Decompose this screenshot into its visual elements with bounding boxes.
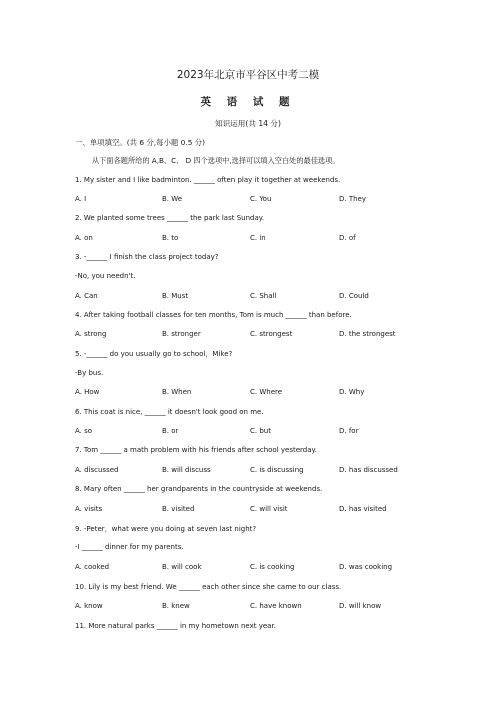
option-a: A. discussed (75, 466, 119, 474)
option-d: D. Why (339, 388, 365, 396)
option-row (75, 505, 415, 515)
option-d: D. for (339, 427, 359, 435)
question-reply: -No, you needn't. (75, 272, 136, 280)
question-stem: 7. Tom ______ a math problem with his friends after school yesterday. (75, 446, 317, 454)
option-b: B. When (162, 388, 192, 396)
option-d: D. They (339, 195, 367, 203)
option-a: A. cooked (75, 563, 110, 571)
question-stem: 6. This coat is nice, ______ it doesn't look good on me. (75, 408, 264, 416)
question-reply: -I ______ dinner for my parents. (75, 543, 184, 551)
option-row (75, 195, 415, 205)
section-instruction: 从下面各题所给的 A,B、C、 D 四个选项中,选择可以填入空白处的最佳选项。 (92, 156, 340, 165)
option-c: C. but (250, 427, 271, 435)
question-reply: -By bus. (75, 369, 104, 377)
option-row (75, 292, 415, 302)
question-stem: 4. After taking football classes for ten months, Tom is much ______ than before. (75, 311, 352, 319)
question-stem: 2. We planted some trees ______ the park last Sunday. (75, 214, 265, 222)
option-d: D. the strongest (339, 330, 396, 338)
option-a: A. I (75, 195, 87, 203)
question-stem: 10. Lily is my best friend. We ______ each other since she came to our class. (75, 583, 342, 591)
question-stem: 3. -______ I finish the class project today? (75, 253, 219, 261)
option-d: D. will know (339, 602, 382, 610)
option-a: A. visits (75, 505, 103, 513)
option-a: A. so (75, 427, 93, 435)
option-row (75, 563, 415, 573)
option-c: C. is cooking (250, 563, 295, 571)
option-a: A. How (75, 388, 100, 396)
option-c: C. You (250, 195, 272, 203)
option-a: A. strong (75, 330, 107, 338)
option-b: B. will cook (162, 563, 202, 571)
part-title: 知识运用(共 14 分) (215, 119, 281, 128)
option-row (75, 602, 415, 612)
option-c: C. strongest (250, 330, 293, 338)
question-stem: 9. -Peter，what were you doing at seven last night? (75, 525, 257, 533)
option-b: B. to (162, 234, 179, 242)
option-a: A. Can (75, 292, 98, 300)
option-a: A. know (75, 602, 103, 610)
section-heading: 一、单项填空。(共 6 分,每小题 0.5 分) (75, 138, 206, 147)
subject-title: 英 语 试 题 (200, 96, 296, 108)
option-c: C. in (250, 234, 266, 242)
question-stem: 5. -______ do you usually go to school，Mike? (75, 350, 233, 358)
option-d: D. has discussed (339, 466, 398, 474)
option-c: C. have known (250, 602, 302, 610)
option-b: B. or (162, 427, 179, 435)
option-b: B. will discuss (162, 466, 211, 474)
question-stem: 8. Mary often ______ her grandparents in the countryside at weekends. (75, 485, 323, 493)
question-stem: 11. More natural parks ______ in my hometown next year. (75, 622, 276, 630)
question-stem: 1. My sister and I like badminton. ______ often play it together at weekends. (75, 176, 341, 184)
option-d: D. has visited (339, 505, 387, 513)
option-c: C. Shall (250, 292, 277, 300)
option-b: B. Must (162, 292, 189, 300)
option-c: C. is discussing (250, 466, 304, 474)
option-row (75, 427, 415, 437)
option-row (75, 234, 415, 244)
option-b: B. We (162, 195, 183, 203)
option-a: A. on (75, 234, 93, 242)
option-row (75, 388, 415, 398)
exam-title: 2023年北京市平谷区中考二模 (176, 69, 320, 81)
option-row (75, 466, 415, 476)
option-b: B. knew (162, 602, 190, 610)
option-d: D. was cooking (339, 563, 393, 571)
option-row (75, 330, 415, 340)
option-b: B. stronger (162, 330, 201, 338)
option-c: C. will visit (250, 505, 288, 513)
option-b: B. visited (162, 505, 195, 513)
option-d: D. of (339, 234, 356, 242)
option-d: D. Could (339, 292, 369, 300)
option-c: C. Where (250, 388, 283, 396)
